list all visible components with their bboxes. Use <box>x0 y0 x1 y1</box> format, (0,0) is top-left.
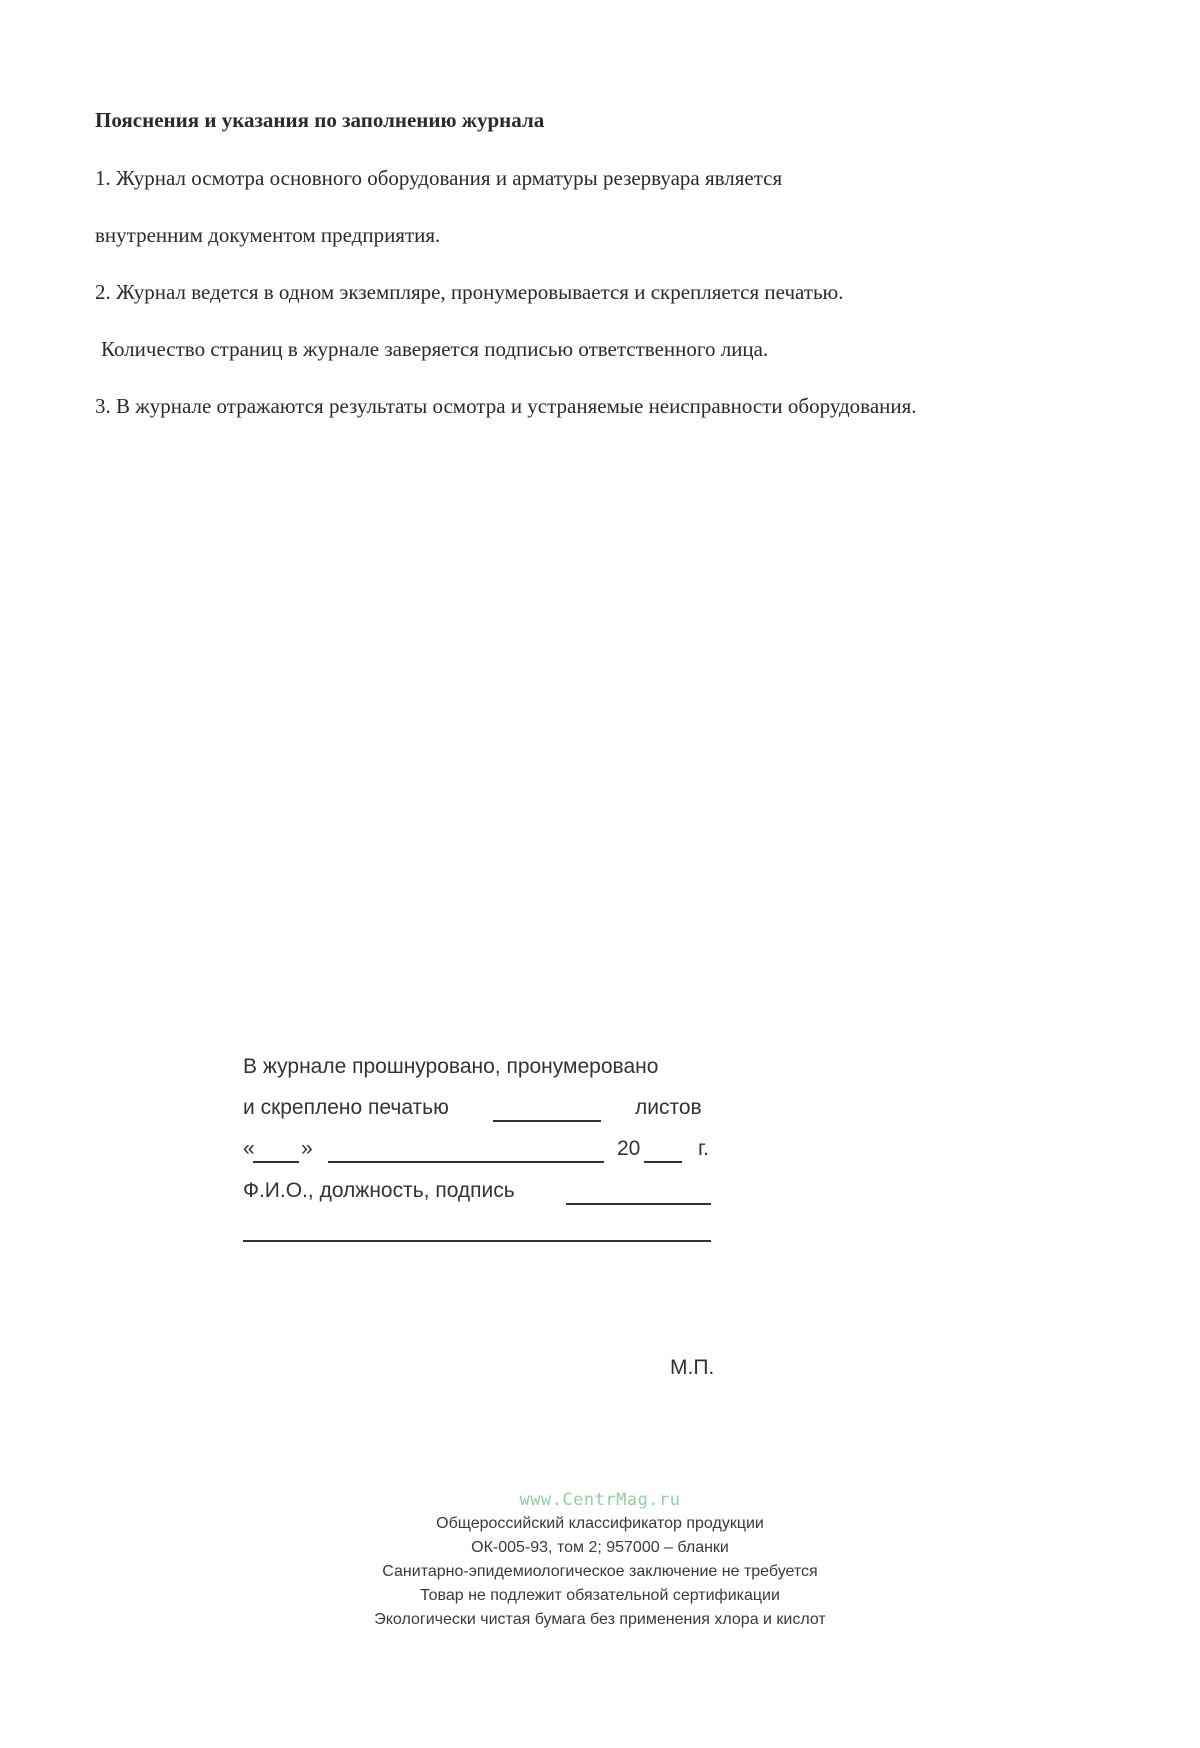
instruction-line-5: 3. В журнале отражаются результаты осмотра и устраняемые неисправности оборудования. <box>95 394 917 418</box>
sheet-count-blank[interactable] <box>493 1120 601 1122</box>
signature-blank[interactable] <box>566 1203 711 1205</box>
footer-line-3: Санитарно-эпидемиологическое заключение не требуется <box>382 1563 818 1580</box>
year-suffix: г. <box>698 1137 709 1160</box>
cert-line-2-label: и скреплено печатью <box>243 1096 449 1119</box>
name-position-blank[interactable] <box>243 1240 711 1242</box>
footer-line-5: Экологически чистая бумага без применения хлора и кислот <box>374 1611 826 1628</box>
footer-line-1: Общероссийский классификатор продукции <box>436 1515 764 1532</box>
day-blank[interactable] <box>253 1161 299 1163</box>
cert-line-2-suffix: листов <box>635 1096 702 1119</box>
instruction-line-4: Количество страниц в журнале заверяется подписью ответственного лица. <box>101 337 769 361</box>
footer-info <box>0 1512 1200 1632</box>
instruction-line-2: внутренним документом предприятия. <box>95 223 441 247</box>
cert-line-4-label: Ф.И.О., должность, подпись <box>243 1179 515 1202</box>
date-open-quote: « <box>243 1137 255 1160</box>
date-close-quote: » <box>301 1137 313 1160</box>
month-blank[interactable] <box>328 1161 604 1163</box>
footer-line-2: ОК-005-93, том 2; 957000 – бланки <box>471 1539 729 1556</box>
instructions-heading: Пояснения и указания по заполнению журнала <box>95 108 545 132</box>
cert-line-1: В журнале прошнуровано, пронумеровано <box>243 1055 659 1078</box>
year-prefix: 20 <box>617 1137 641 1160</box>
instruction-line-3: 2. Журнал ведется в одном экземпляре, пронумеровывается и скрепляется печатью. <box>95 280 844 304</box>
watermark-url: www.CentrMag.ru <box>519 1490 681 1510</box>
year-blank[interactable] <box>644 1161 682 1163</box>
stamp-place-label: М.П. <box>670 1356 715 1379</box>
footer-line-4: Товар не подлежит обязательной сертификации <box>420 1587 780 1604</box>
instruction-line-1: 1. Журнал осмотра основного оборудования и арматуры резервуара является <box>95 166 783 190</box>
